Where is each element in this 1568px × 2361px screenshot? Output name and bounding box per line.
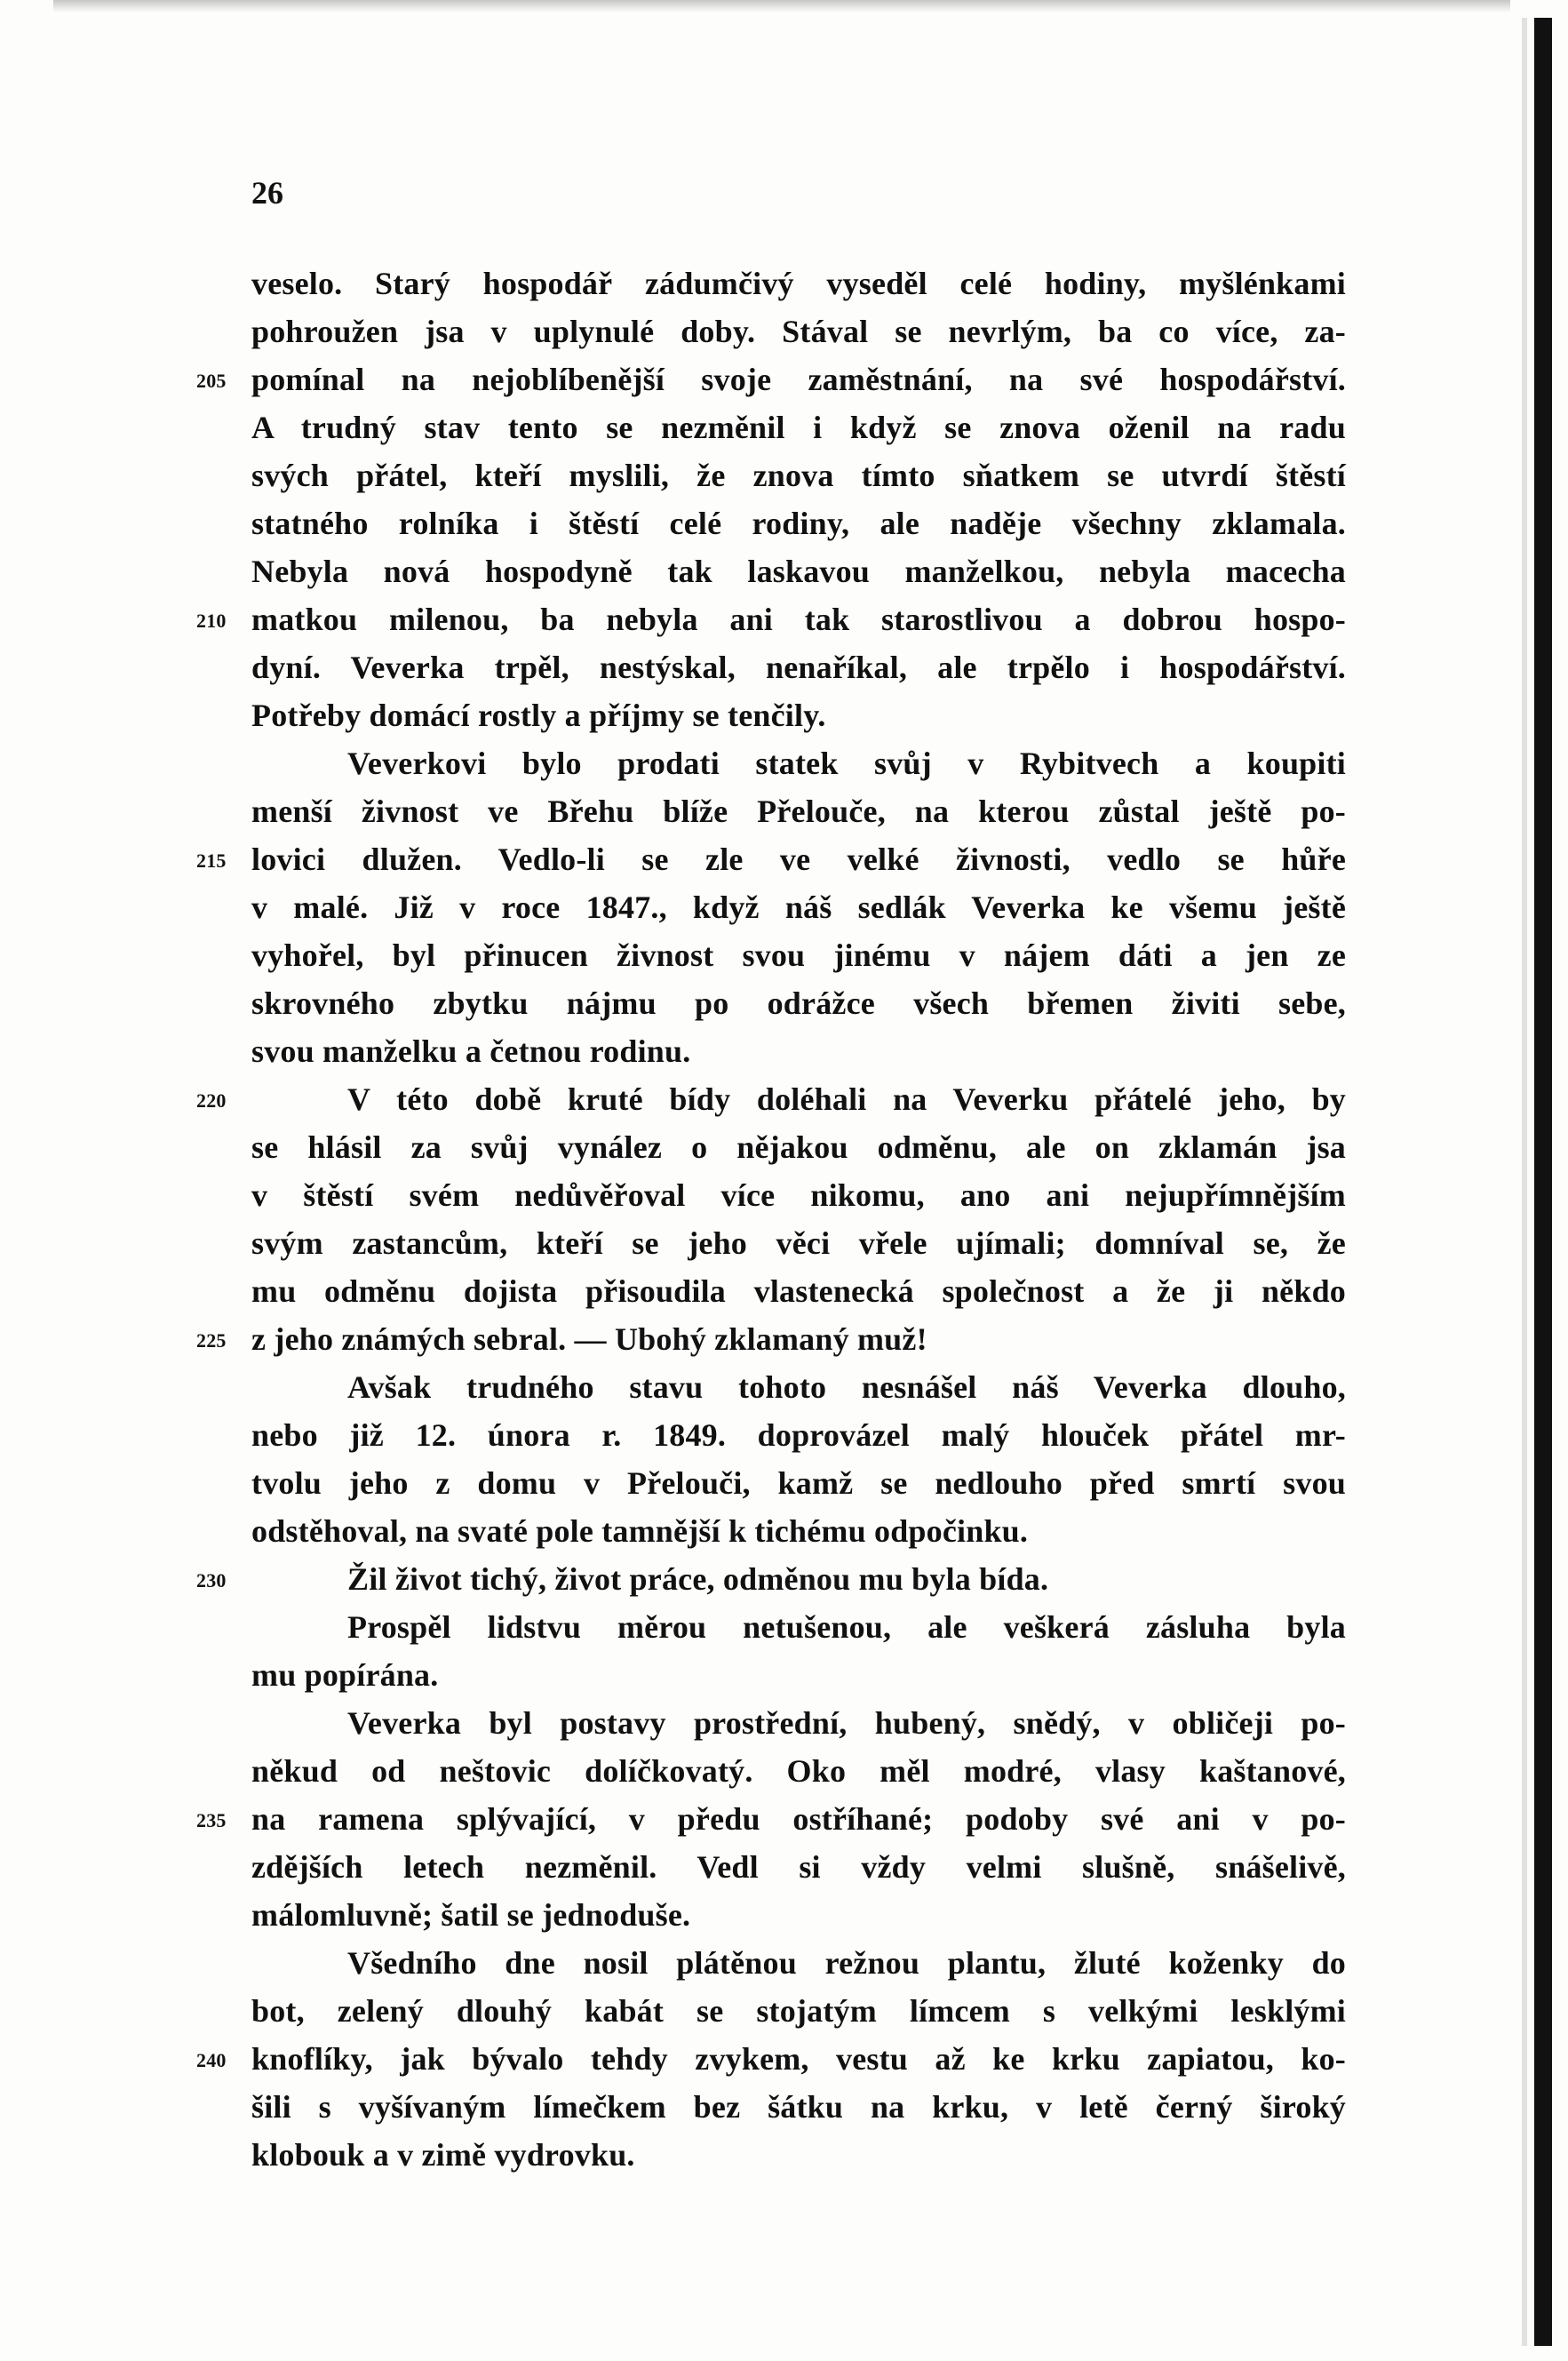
line-number: 205	[196, 370, 227, 392]
line-text: někud od neštovic dolíčkovatý. Oko měl modré, vlasy kaštanové,	[251, 1753, 1346, 1789]
text-line	[251, 403, 1346, 451]
text-line	[196, 835, 1346, 883]
line-text: Potřeby domácí rostly a příjmy se tenčily.	[251, 698, 826, 733]
text-line	[196, 2035, 1346, 2083]
text-line	[196, 355, 1346, 403]
text-line	[251, 1507, 1346, 1555]
page-number: 26	[251, 175, 283, 211]
text-line	[251, 739, 1346, 787]
text-line	[251, 1843, 1346, 1891]
line-text: v malé. Již v roce 1847., když náš sedlák Veverka ke všemu ještě	[251, 889, 1346, 925]
text-line	[251, 499, 1346, 547]
line-text: A trudný stav tento se nezměnil i když se znova oženil na radu	[251, 410, 1346, 445]
line-text: svou manželku a četnou rodinu.	[251, 1033, 691, 1069]
text-line	[196, 1795, 1346, 1843]
line-text: V této době kruté bídy doléhali na Veverku přátelé jeho, by	[347, 1081, 1346, 1117]
text-line	[251, 1603, 1346, 1651]
line-text: mu odměnu dojista přisoudila vlastenecká společnost a že ji někdo	[251, 1273, 1346, 1309]
line-number: 235	[196, 1809, 227, 1831]
line-text: se hlásil za svůj vynález o nějakou odměnu, ale on zklamán jsa	[251, 1129, 1346, 1165]
text-line	[251, 1891, 1346, 1939]
text-line	[196, 1315, 1346, 1363]
text-line	[251, 1939, 1346, 1987]
line-number: 240	[196, 2049, 227, 2071]
text-line	[251, 883, 1346, 931]
text-line	[251, 931, 1346, 979]
text-line	[251, 643, 1346, 691]
text-line	[251, 1123, 1346, 1171]
line-text: menší živnost ve Břehu blíže Přelouče, na kterou zůstal ještě po-	[251, 794, 1346, 829]
line-text: veselo. Starý hospodář zádumčivý vyseděl celé hodiny, myšlénkami	[251, 266, 1346, 301]
scan-shadow-top	[53, 0, 1510, 12]
text-line	[251, 2131, 1346, 2179]
line-text: odstěhoval, na svaté pole tamnější k tichému odpočinku.	[251, 1513, 1029, 1549]
text-line	[196, 595, 1346, 643]
line-text: dyní. Veverka trpěl, nestýskal, nenaříkal, ale trpělo i hospodářství.	[251, 650, 1346, 685]
line-text: pomínal na nejoblíbenější svoje zaměstnání, na své hospodářství.	[251, 362, 1346, 397]
text-line	[251, 1267, 1346, 1315]
line-text: Prospěl lidstvu měrou netušenou, ale veškerá zásluha byla	[347, 1609, 1346, 1645]
line-text: z jeho známých sebral. — Ubohý zklamaný muž!	[251, 1321, 927, 1357]
line-number: 225	[196, 1329, 227, 1352]
text-line	[251, 1987, 1346, 2035]
line-text: málomluvně; šatil se jednoduše.	[251, 1897, 691, 1933]
line-text: statného rolníka i štěstí celé rodiny, ale naděje všechny zklamala.	[251, 506, 1346, 541]
text-line	[251, 1459, 1346, 1507]
text-line	[251, 1171, 1346, 1219]
line-text: na ramena splývající, v předu ostříhané; podoby své ani v po-	[251, 1801, 1346, 1837]
text-line	[251, 1219, 1346, 1267]
line-text: Nebyla nová hospodyně tak laskavou manželkou, nebyla macecha	[251, 554, 1346, 589]
text-line	[251, 259, 1346, 307]
text-line	[251, 979, 1346, 1027]
line-text: vyhořel, byl přinucen živnost svou jinému v nájem dáti a jen ze	[251, 937, 1346, 973]
line-text: zdějších letech nezměnil. Vedl si vždy velmi slušně, snášelivě,	[251, 1849, 1346, 1885]
line-text: svým zastancům, kteří se jeho věci vřele ujímali; domníval se, že	[251, 1225, 1346, 1261]
scan-edge-right	[1534, 18, 1552, 2346]
line-text: knoflíky, jak bývalo tehdy zvykem, vestu až ke krku zapiatou, ko-	[251, 2041, 1346, 2077]
line-text: lovici dlužen. Vedlo-li se zle ve velké živnosti, vedlo se hůře	[251, 842, 1346, 877]
line-text: bot, zelený dlouhý kabát se stojatým límcem s velkými lesklými	[251, 1993, 1346, 2029]
line-text: Žil život tichý, život práce, odměnou mu byla bída.	[347, 1561, 1049, 1597]
text-line	[251, 1699, 1346, 1747]
text-line	[251, 691, 1346, 739]
text-line	[251, 451, 1346, 499]
scan-shadow-right	[1522, 18, 1527, 2346]
text-line	[251, 1651, 1346, 1699]
line-text: pohroužen jsa v uplynulé doby. Stával se nevrlým, ba co více, za-	[251, 314, 1346, 349]
line-text: v štěstí svém nedůvěřoval více nikomu, ano ani nejupřímnějším	[251, 1177, 1346, 1213]
line-number: 230	[196, 1569, 227, 1591]
line-number: 215	[196, 849, 227, 872]
text-line	[251, 2083, 1346, 2131]
line-text: Veverkovi bylo prodati statek svůj v Rybitvech a koupiti	[347, 746, 1346, 781]
line-text: skrovného zbytku nájmu po odrážce všech břemen živiti sebe,	[251, 985, 1346, 1021]
text-line	[196, 1555, 1346, 1603]
line-number: 220	[196, 1089, 227, 1112]
text-line	[251, 1027, 1346, 1075]
line-text: svých přátel, kteří myslili, že znova tímto sňatkem se utvrdí štěstí	[251, 458, 1346, 493]
line-text: Veverka byl postavy prostřední, hubený, snědý, v obličeji po-	[347, 1705, 1346, 1741]
line-text: Avšak trudného stavu tohoto nesnášel náš Veverka dlouho,	[347, 1369, 1346, 1405]
text-line	[251, 1363, 1346, 1411]
text-line	[251, 307, 1346, 355]
text-line	[251, 787, 1346, 835]
line-text: tvolu jeho z domu v Přelouči, kamž se nedlouho před smrtí svou	[251, 1465, 1346, 1501]
body-text	[196, 259, 1346, 2179]
line-text: šili s vyšívaným límečkem bez šátku na krku, v letě černý široký	[251, 2089, 1346, 2125]
line-text: Všedního dne nosil plátěnou režnou plantu, žluté koženky do	[347, 1945, 1346, 1981]
text-line	[251, 1747, 1346, 1795]
line-text: mu popírána.	[251, 1657, 439, 1693]
line-number: 210	[196, 610, 227, 632]
line-text: nebo již 12. února r. 1849. doprovázel malý hlouček přátel mr-	[251, 1417, 1346, 1453]
text-line	[251, 1411, 1346, 1459]
text-line	[251, 547, 1346, 595]
line-text: klobouk a v zimě vydrovku.	[251, 2137, 635, 2173]
text-line	[196, 1075, 1346, 1123]
line-text: matkou milenou, ba nebyla ani tak starostlivou a dobrou hospo-	[251, 602, 1346, 637]
